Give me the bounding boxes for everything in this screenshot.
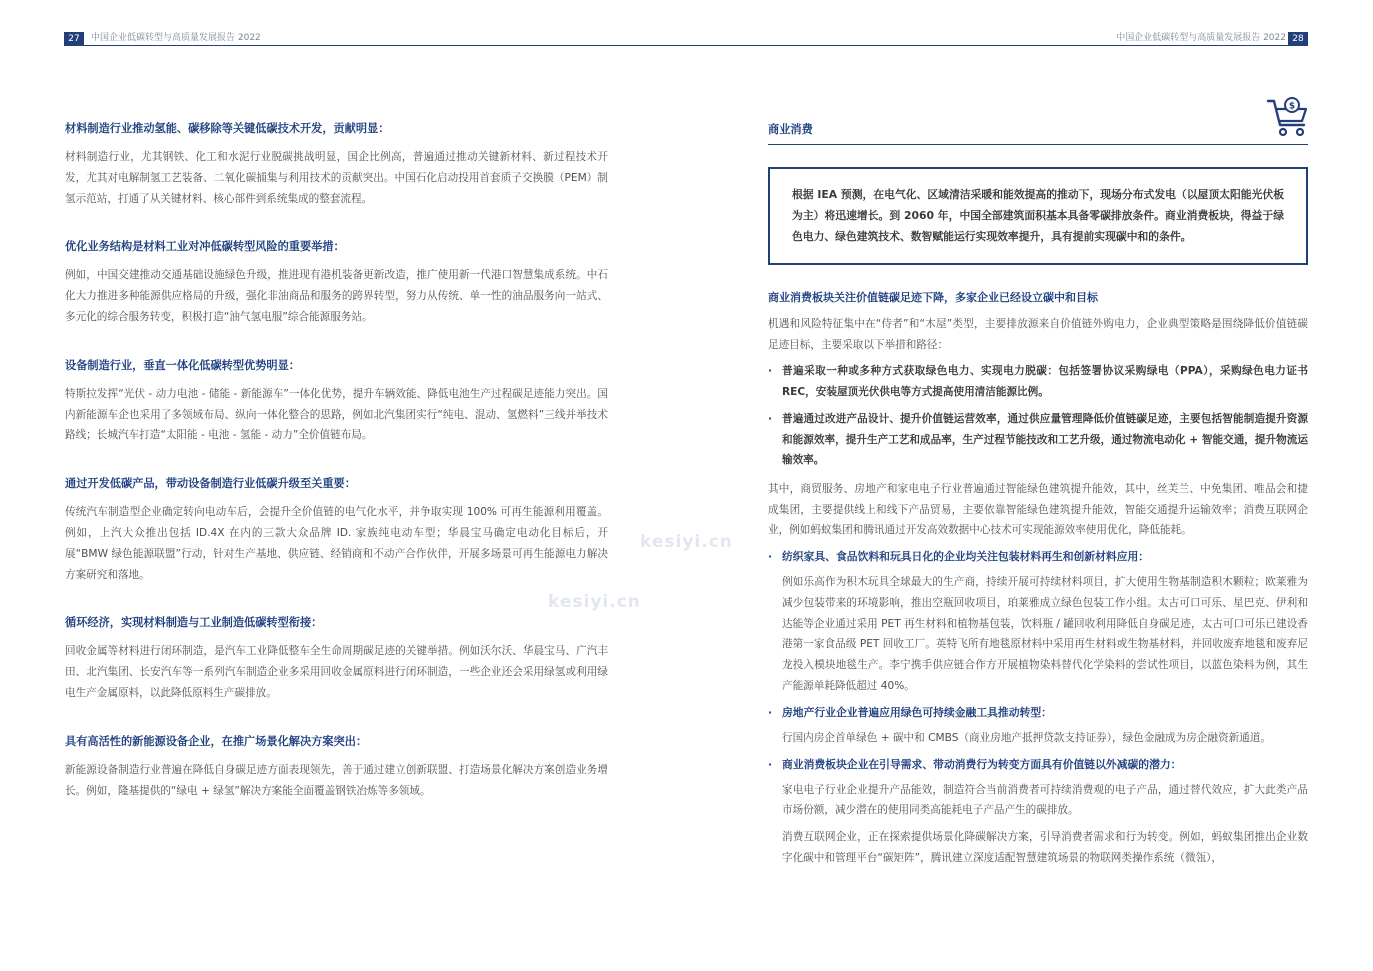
list-item	[768, 361, 1308, 403]
sub-heading-text: 商业消费板块企业在引导需求、带动消费行为转变方面具有价值链以外减碳的潜力：	[782, 757, 1182, 771]
bullet-mark: ·	[768, 365, 773, 378]
left-page	[65, 120, 608, 830]
sub-heading	[768, 703, 1308, 723]
section-title: 商业消费	[768, 123, 813, 136]
bullet-mark: ·	[768, 412, 773, 425]
list-item-text: 普遍通过改进产品设计、提升价值链运营效率，通过供应量管理降低价值链碳足迹，主要包括智能制造提升资源和能源效率，提升生产工艺和成品率，生产过程节能技改和工艺升级，通过物流电动化 + 智能交通，提升物流运输效率。	[782, 412, 1308, 467]
intro-paragraph: 机遇和风险特征集中在“侍者”和“木屋”类型，主要排放源来自价值链外购电力，企业典型策略是围绕降低价值链碳足迹目标，主要采取以下举措和路径：	[768, 318, 1308, 351]
left-running-title: 中国企业低碳转型与高质量发展报告 2022	[91, 33, 261, 43]
sub-heading-text: 纺织家具、食品饮料和玩具日化的企业均关注包装材料再生和创新材料应用：	[782, 549, 1150, 563]
section-heading: 通过开发低碳产品，带动设备制造行业低碳升级至关重要：	[65, 477, 356, 491]
list-item-text: 普遍采取一种或多种方式获取绿色电力、实现电力脱碳：包括签署协议采购绿电（PPA），采购绿色电力证书 REC，安装屋顶光伏供电等方式提高使用清洁能源比例。	[782, 365, 1308, 398]
section-heading: 材料制造行业推动氢能、碳移除等关键低碳技术开发，贡献明显：	[65, 122, 390, 135]
left-section	[65, 120, 608, 209]
callout-box: 根据 IEA 预测，在电气化、区域清洁采暖和能效提高的推动下，现场分布式发电（以屋顶太阳能光伏板为主）将迅速增长。到 2060 年，中国全部建筑面积基本具备零碳排放条件。商业消费板块，得益于绿色电力、绿色建筑技术、数智赋能运行实现效率提升，具有提前实现碳中和的条件。	[768, 167, 1308, 265]
left-section	[65, 475, 608, 585]
svg-text:$: $	[1288, 101, 1296, 112]
bullet-list	[768, 361, 1308, 471]
right-running-title: 中国企业低碳转型与高质量发展报告 2022	[1116, 33, 1286, 43]
section-body: 例如，中国交建推动交通基础设施绿色升级，推进现有港机装备更新改造，推广使用新一代港口智慧集成系统。中石化大力推进多种能源供应格局的升级，强化非油商品和服务的跨界转型，努力从传统、单一性的油品服务向一站式、多元化的综合服务转变，积极打造“油气氢电服”综合能源服务站。	[65, 269, 608, 323]
section-body: 材料制造行业，尤其钢铁、化工和水泥行业脱碳挑战明显，国企比例高，普遍通过推动关键新材料、新过程技术开发，尤其对电解制氢工艺装备、二氧化碳捕集与利用技术的贡献突出。中国石化启动投用首套质子交换膜（PEM）制氢示范站，打通了从关键材料、核心部件到系统集成的整套流程。	[65, 151, 608, 205]
watermark: kesiyi.cn	[640, 532, 733, 552]
bullet-mark: ·	[768, 549, 773, 563]
sub-body: 行国内房企首单绿色 + 碳中和 CMBS（商业房地产抵押贷款支持证券），绿色金融成为房企融资新通道。	[782, 731, 1271, 744]
sub-heading	[768, 755, 1308, 775]
sub-body: 例如乐高作为积木玩具全球最大的生产商，持续开展可持续材料项目，扩大使用生物基制造积木颗粒；欧莱雅为减少包装带来的环境影响，推出空瓶回收项目，珀莱雅成立绿色包装工作小组。太古可口可乐、星巴克、伊利和达能等企业通过采用 PET 再生材料和植物基包装，饮料瓶 / 罐回收利用降低自身碳足迹，太古可口可乐已建设香港第一家食品级 PET 回收工厂。英特飞所有地毯原材料中采用再生材料或生物基材料，并回收废弃地毯和废弃尼龙投入模块地毯生产。李宁携手供应链合作方开展植物染料替代化学染料的尝试性项目，以蓝色染料为例，其生产能源单耗降低超过 40%。	[782, 575, 1308, 692]
subsection-heading: 商业消费板块关注价值链碳足迹下降，多家企业已经设立碳中和目标	[768, 291, 1098, 304]
section-heading: 具有高活性的新能源设备企业，在推广场景化解决方案突出：	[65, 734, 368, 748]
paragraph: 其中，商贸服务、房地产和家电电子行业普遍通过智能绿色建筑提升能效，其中，丝芙兰、中免集团、唯品会和捷成集团，主要提供线上和线下产品贸易，主要依靠智能绿色建筑提升能效，智能交通提升运输效率；消费互联网企业，例如蚂蚁集团和腾讯通过开发高效数据中心技术可实现能源效率使用优化，降低能耗。	[768, 483, 1308, 537]
list-item	[768, 409, 1308, 471]
section-body: 特斯拉发挥“光伏 - 动力电池 - 储能 - 新能源车”一体化优势，提升车辆效能、降低电池生产过程碳足迹能力突出。国内新能源车企也采用了多领域布局、纵向一体化整合的思路，例如北汽集团实行“纯电、混动、氢燃料”三线并举技术路线；长城汽车打造“太阳能 - 电池 - 氢能 - 动力”全价值链布局。	[65, 387, 608, 442]
left-page-number: 27	[64, 32, 84, 46]
left-section	[65, 733, 608, 802]
bullet-mark: ·	[768, 705, 773, 719]
section-body: 新能源设备制造行业普遍在降低自身碳足迹方面表现领先，善于通过建立创新联盟、打造场景化解决方案创造业务增长。例如，隆基提供的“绿电 + 绿氢”解决方案能全面覆盖钢铁冶炼等多领域。	[65, 763, 608, 797]
section-heading: 循环经济，实现材料制造与工业制造低碳转型衔接：	[65, 616, 323, 630]
header-rule	[64, 45, 1308, 46]
left-section	[65, 238, 608, 327]
left-section	[65, 614, 608, 703]
left-section	[65, 357, 608, 446]
sub-body: 消费互联网企业，正在探索提供场景化降碳解决方案，引导消费者需求和行为转变。例如，蚂蚁集团推出企业数字化碳中和管理平台“碳矩阵”，腾讯建立深度适配智慧建筑场景的物联网类操作系统（微瓴），	[782, 831, 1308, 864]
section-body: 回收金属等材料进行闭环制造，是汽车工业降低整车全生命周期碳足迹的关键举措。例如沃尔沃、华晨宝马、广汽丰田、北汽集团、长安汽车等一系列汽车制造企业多采用回收金属原料进行闭环制造，一些企业还会采用绿氢或利用绿电生产金属原料，以此降低原料生产碳排放。	[65, 645, 608, 699]
sub-heading-text: 房地产行业企业普遍应用绿色可持续金融工具推动转型：	[782, 705, 1052, 719]
sub-section	[768, 703, 1308, 749]
section-heading: 设备制造行业，垂直一体化低碳转型优势明显：	[65, 358, 300, 372]
sub-body: 家电电子行业企业提升产品能效，制造符合当前消费者可持续消费观的电子产品，通过替代效应，扩大此类产品市场份额，减少潜在的使用同类高能耗电子产品产生的碳排放。	[782, 783, 1308, 817]
watermark: kesiyi.cn	[548, 592, 641, 612]
right-page-number: 28	[1288, 32, 1308, 46]
bullet-mark: ·	[768, 757, 773, 771]
sub-heading	[768, 547, 1308, 567]
sub-section	[768, 755, 1308, 869]
section-heading: 优化业务结构是材料工业对冲低碳转型风险的重要举措：	[65, 240, 345, 254]
sub-section	[768, 547, 1308, 697]
section-body: 传统汽车制造型企业确定转向电动车后，会提升全价值链的电气化水平，并争取实现 100% 可再生能源利用覆盖。例如，上汽大众推出包括 ID.4X 在内的三款大众品牌 ID. 家族纯电动车型；华晨宝马确定电动化目标后，开展“BMW 绿色能源联盟”行动，针对生产基地、供应链、经销商和不动产合作伙伴，开展多场景可再生能源电力解决方案研究和落地。	[65, 506, 608, 581]
right-page	[768, 120, 1308, 875]
section-rule	[768, 144, 1308, 145]
